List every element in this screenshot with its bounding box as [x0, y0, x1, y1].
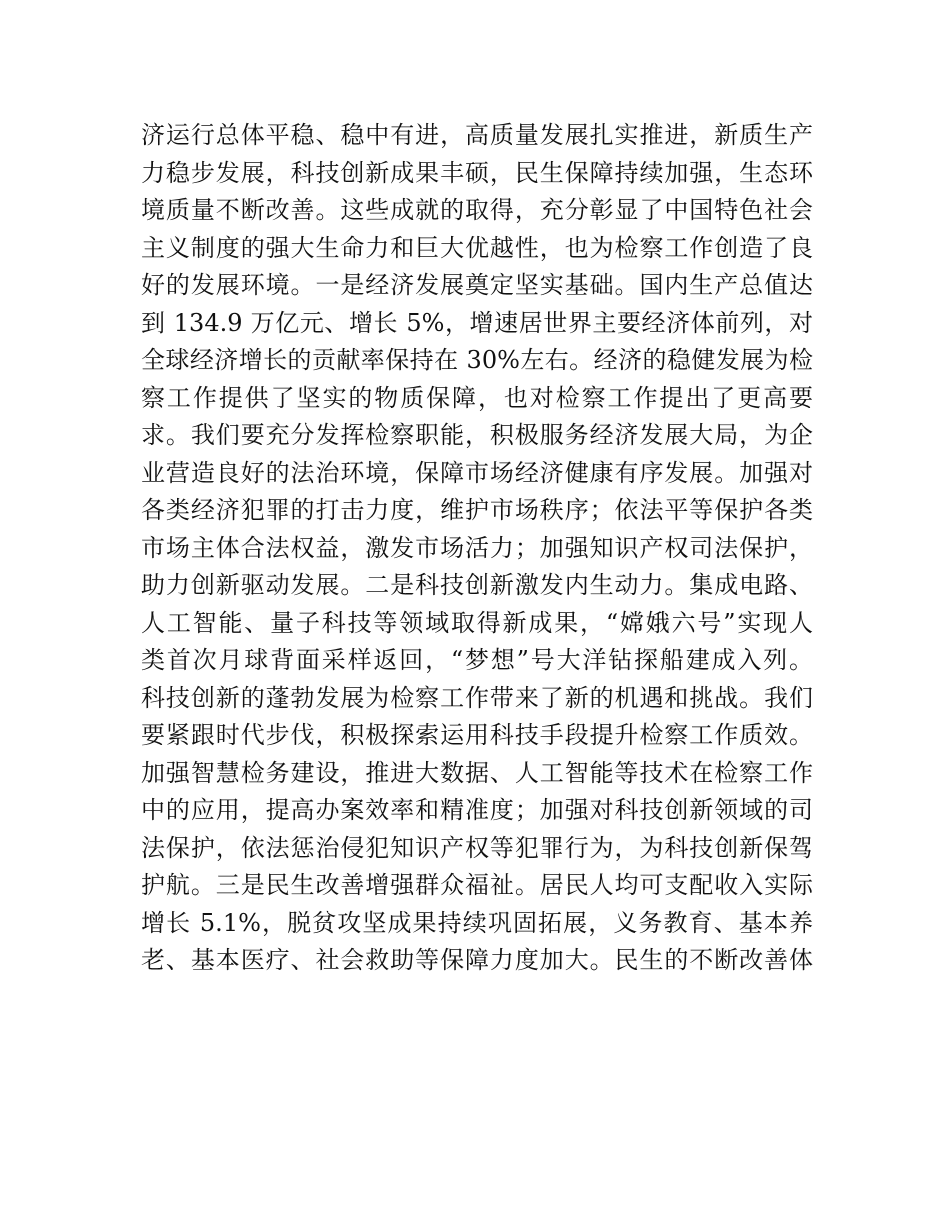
text-line: 科技创新的蓬勃发展为检察工作带来了新的机遇和挑战。我们: [141, 683, 813, 712]
text-line: 境质量不断改善。这些成就的取得，充分彰显了中国特色社会: [141, 196, 813, 224]
text-line: 类首次月球背面采样返回，“梦想”号大洋钻探船建成入列。: [141, 646, 813, 674]
text-line: 助力创新驱动发展。二是科技创新激发内生动力。集成电路、: [141, 571, 813, 599]
text-line: 到 134.9 万亿元、增长 5%，增速居世界主要经济体前列，对: [141, 308, 813, 337]
text-line: 主义制度的强大生命力和巨大优越性，也为检察工作创造了良: [141, 233, 813, 262]
text-line: 全球经济增长的贡献率保持在 30%左右。经济的稳健发展为检: [141, 346, 813, 374]
text-line: 增长 5.1%，脱贫攻坚成果持续巩固拓展，义务教育、基本养: [141, 908, 813, 937]
text-line: 好的发展环境。一是经济发展奠定坚实基础。国内生产总值达: [141, 271, 813, 299]
text-line: 中的应用，提高办案效率和精准度；加强对科技创新领域的司: [141, 796, 813, 824]
text-line: 人工智能、量子科技等领域取得新成果，“嫦娥六号”实现人: [141, 608, 813, 637]
text-line: 加强智慧检务建设，推进大数据、人工智能等技术在检察工作: [141, 758, 813, 787]
text-line: 求。我们要充分发挥检察职能，积极服务经济发展大局，为企: [141, 421, 813, 449]
text-line: 市场主体合法权益，激发市场活力；加强知识产权司法保护，: [141, 533, 813, 562]
text-line: 力稳步发展，科技创新成果丰硕，民生保障持续加强，生态环: [141, 158, 813, 187]
text-line: 要紧跟时代步伐，积极探索运用科技手段提升检察工作质效。: [141, 721, 813, 749]
text-line: 各类经济犯罪的打击力度，维护市场秩序；依法平等保护各类: [141, 496, 813, 524]
body-text: [141, 117, 813, 980]
text-line: 济运行总体平稳、稳中有进，高质量发展扎实推进，新质生产: [141, 121, 813, 149]
text-line: 护航。三是民生改善增强群众福祉。居民人均可支配收入实际: [141, 871, 813, 899]
text-line: 老、基本医疗、社会救助等保障力度加大。民生的不断改善体: [141, 946, 813, 974]
text-line: 法保护，依法惩治侵犯知识产权等犯罪行为，为科技创新保驾: [141, 833, 813, 862]
text-line: 察工作提供了坚实的物质保障，也对检察工作提出了更高要: [141, 383, 813, 412]
text-line: 业营造良好的法治环境，保障市场经济健康有序发展。加强对: [141, 458, 813, 487]
